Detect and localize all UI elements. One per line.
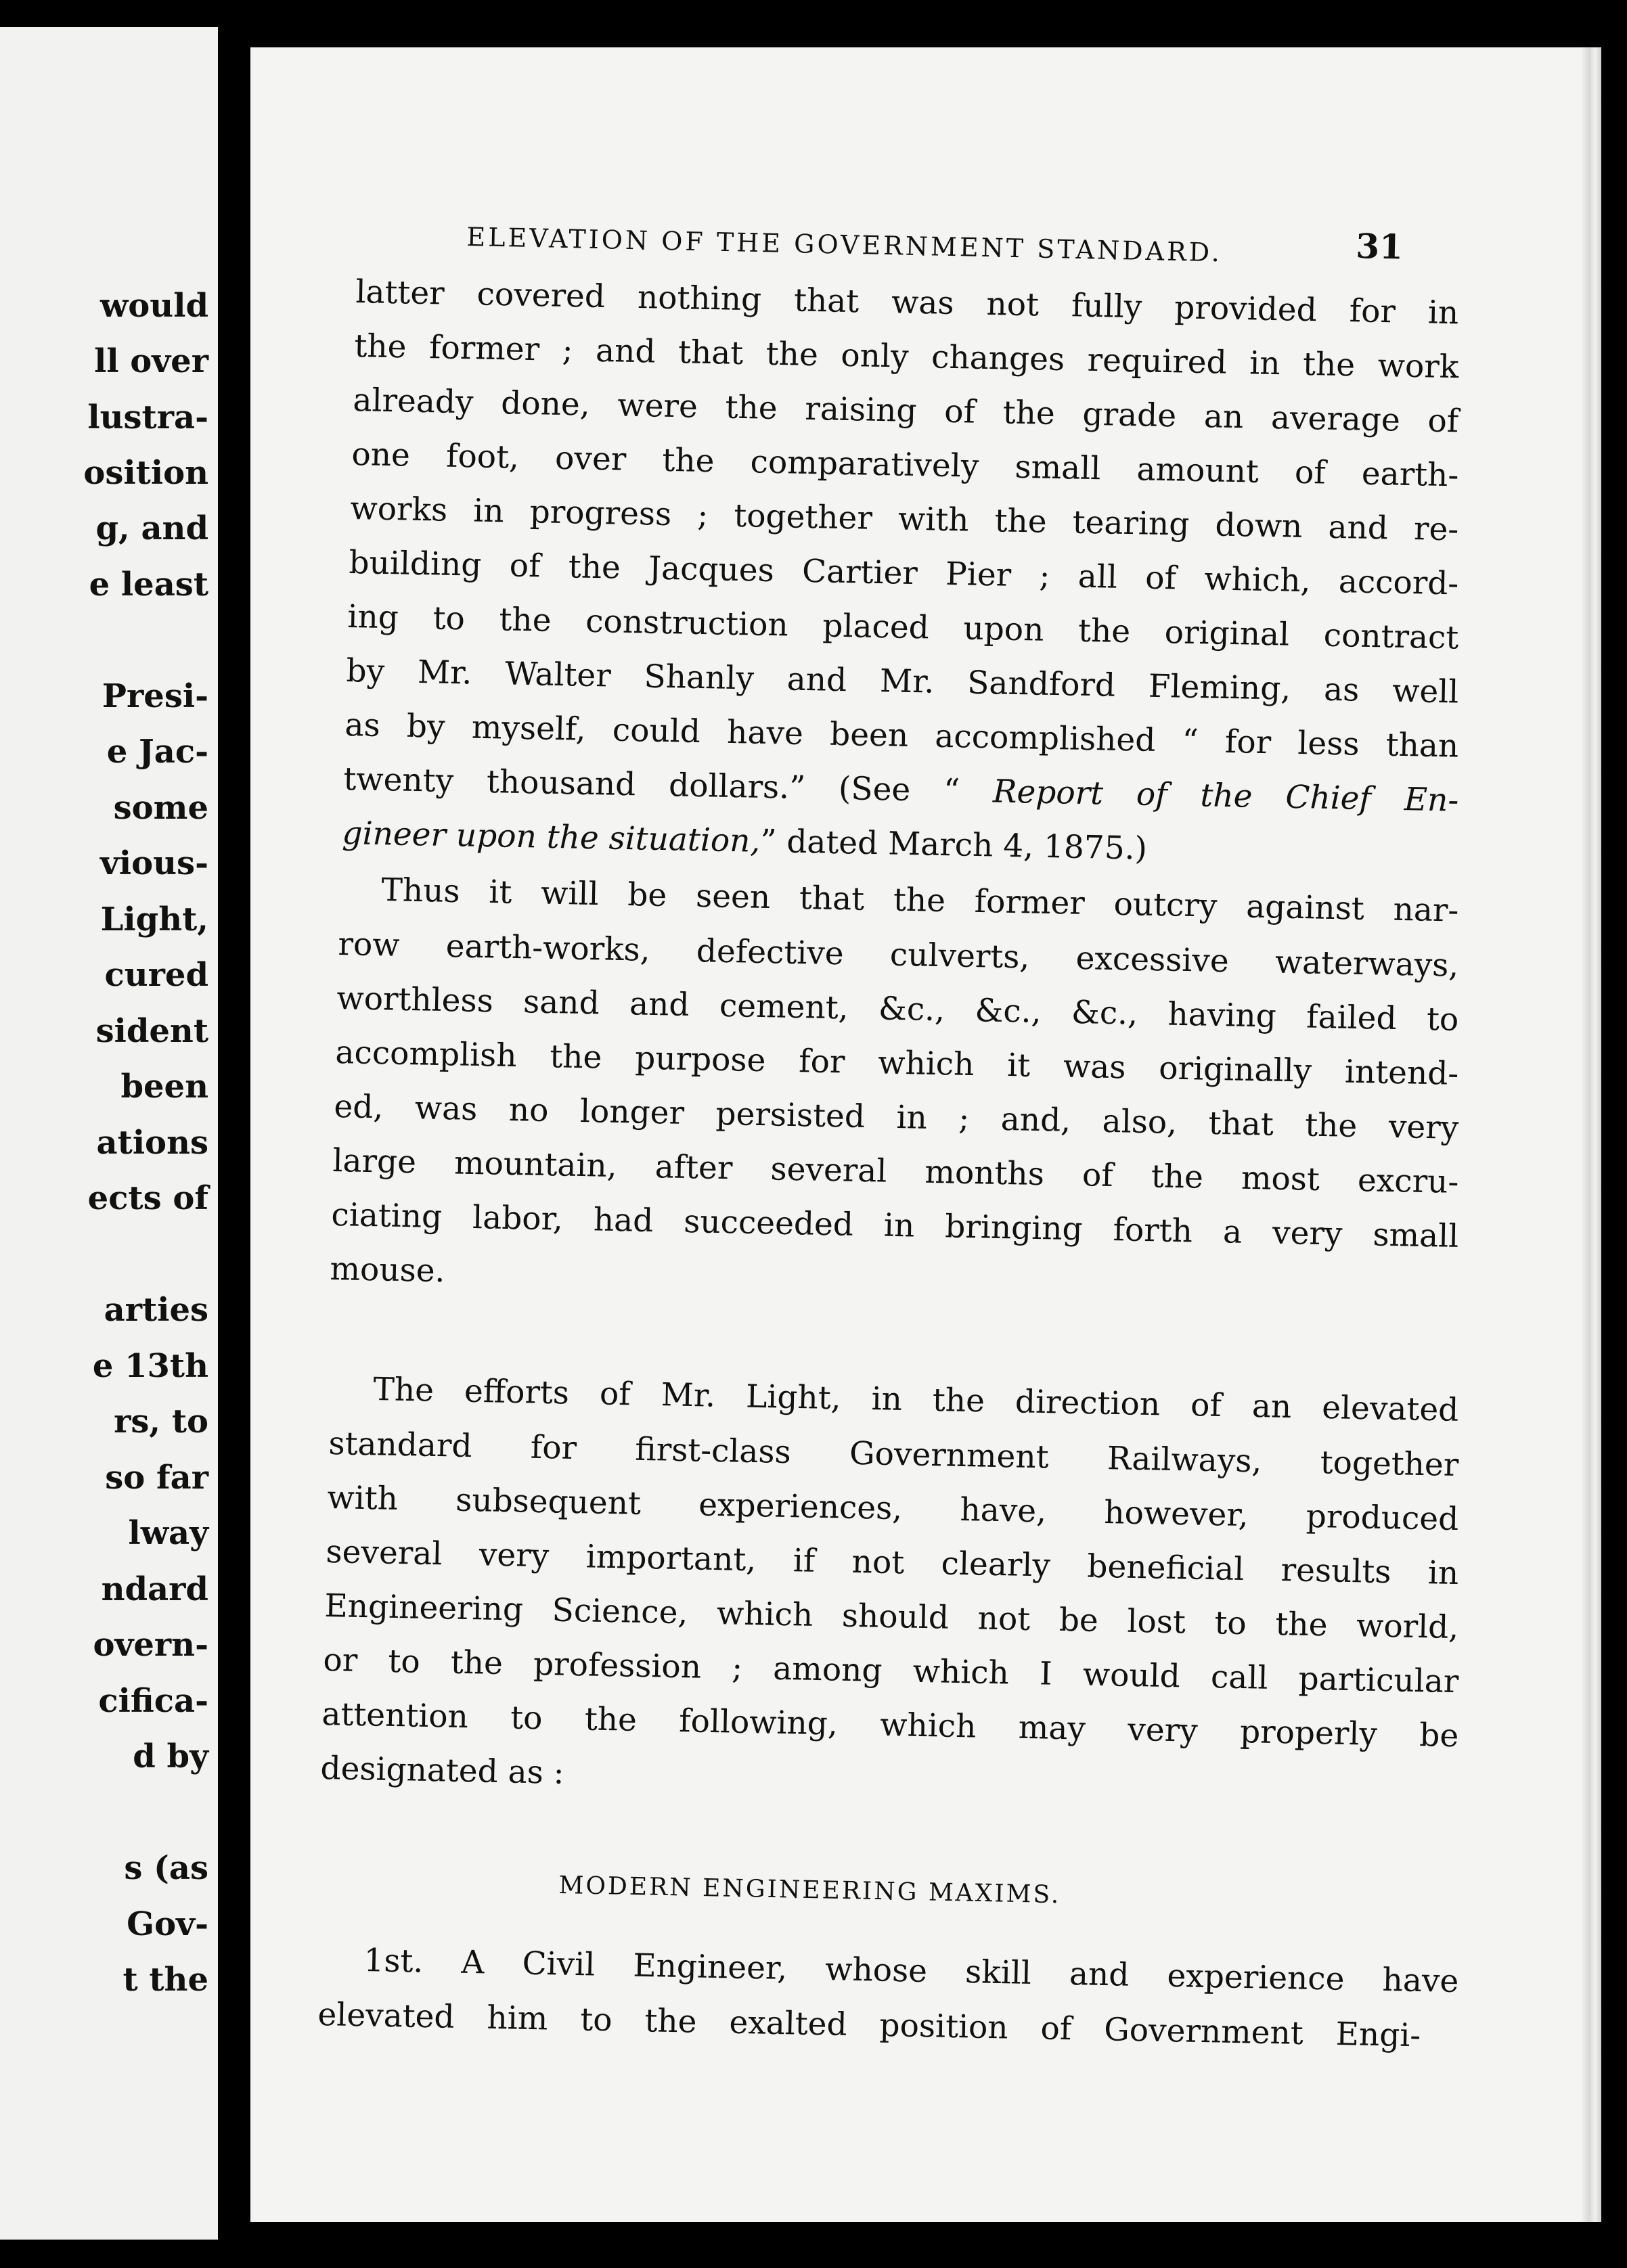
running-head: ELEVATION OF THE GOVERNMENT STANDARD. [466, 222, 1223, 268]
left-page-line: osition [83, 454, 208, 492]
left-page-line: overn- [93, 1626, 208, 1664]
left-page-line: Light, [100, 901, 208, 938]
left-page-line: ects of [87, 1179, 208, 1217]
body-line: Thus it will be seen that the former outcry against nar- [381, 871, 1459, 930]
left-page-line: e least [89, 566, 208, 604]
left-page-line: cifica- [98, 1682, 208, 1720]
left-page-line: g, and [95, 509, 208, 547]
left-page-line: lway [128, 1514, 208, 1552]
left-page-line: sident [95, 1012, 208, 1050]
body-line: The efforts of Mr. Light, in the direction of an elevated [373, 1371, 1459, 1429]
previous-page-fragment [0, 27, 218, 2240]
body-line: already done, were the raising of the grade an average of [353, 382, 1459, 440]
left-page-line: lustra- [87, 399, 208, 436]
body-line: worthless sand and cement, &c., &c., &c., having failed to [336, 980, 1459, 1039]
left-page-line: cured [104, 956, 208, 994]
body-line: ing to the construction placed upon the original contract [347, 598, 1459, 657]
body-line: elevated him to the exalted position of Government Engi- [317, 1996, 1421, 2055]
body-line: 1st. A Civil Engineer, whose skill and experience have [363, 1942, 1459, 2001]
page-edge [1581, 47, 1601, 2222]
left-page-line: Presi- [102, 677, 208, 715]
body-line: several very important, if not clearly beneficial results in [326, 1533, 1459, 1593]
book-gutter [218, 0, 250, 2268]
left-page-line: some [113, 789, 208, 827]
body-line: or to the profession ; among which I would call particular [323, 1641, 1459, 1701]
body-line: ed, was no longer persisted in ; and, also, that the very [334, 1088, 1459, 1147]
body-line: Engineering Science, which should not be lost to the world, [324, 1587, 1459, 1647]
left-page-line: ations [96, 1124, 208, 1162]
body-line: standard for first-class Government Railways, together [328, 1425, 1459, 1484]
body-line: with subsequent experiences, have, however, produced [327, 1479, 1459, 1539]
body-line: building of the Jacques Cartier Pier ; all of which, accord- [349, 544, 1459, 603]
left-page-line: e Jac- [106, 733, 208, 771]
body-line: mouse. [330, 1250, 446, 1290]
body-line: works in progress ; together with the tearing down and re- [350, 490, 1459, 549]
body-line: twenty thousand dollars.” (See “ Report of the Chief En- [343, 761, 1459, 819]
left-page-line: would [99, 287, 208, 325]
left-page-line: e 13th [92, 1347, 208, 1385]
body-line: large mountain, after several months of the most excru- [332, 1142, 1459, 1201]
left-page-line: Gov- [127, 1905, 208, 1943]
body-line: attention to the following, which may very properly be [321, 1696, 1459, 1755]
left-page-line: ll over [94, 342, 208, 380]
book-page [250, 47, 1601, 2222]
section-heading: MODERN ENGINEERING MAXIMS. [558, 1872, 1061, 1909]
body-line: latter covered nothing that was not fully provided for in [355, 273, 1459, 332]
left-page-line: so far [105, 1459, 208, 1497]
body-line: as by myself, could have been accomplished “ for less than [344, 706, 1459, 765]
body-line: accomplish the purpose for which it was originally intend- [335, 1034, 1459, 1093]
body-line: designated as : [320, 1750, 565, 1792]
left-page-line: s (as [124, 1849, 208, 1887]
page-number: 31 [1355, 226, 1404, 267]
body-line: by Mr. Walter Shanly and Mr. Sandford Fleming, as well [346, 652, 1459, 711]
body-line: gineer upon the situation,” dated March 4, 1875.) [342, 815, 1148, 867]
left-page-line: rs, to [114, 1403, 208, 1441]
left-page-line: arties [104, 1291, 208, 1329]
left-page-line: d by [133, 1738, 208, 1775]
body-line: one foot, over the comparatively small amount of earth- [351, 436, 1459, 495]
body-line: row earth-works, defective culverts, excessive waterways, [338, 926, 1459, 984]
left-page-line: ndard [101, 1570, 208, 1608]
body-line: ciating labor, had succeeded in bringing forth a very small [331, 1196, 1459, 1255]
left-page-line: vious- [100, 844, 208, 882]
left-page-line: been [120, 1068, 208, 1106]
left-page-line: t the [122, 1961, 208, 1999]
body-line: the former ; and that the only changes required in the work [354, 327, 1459, 386]
